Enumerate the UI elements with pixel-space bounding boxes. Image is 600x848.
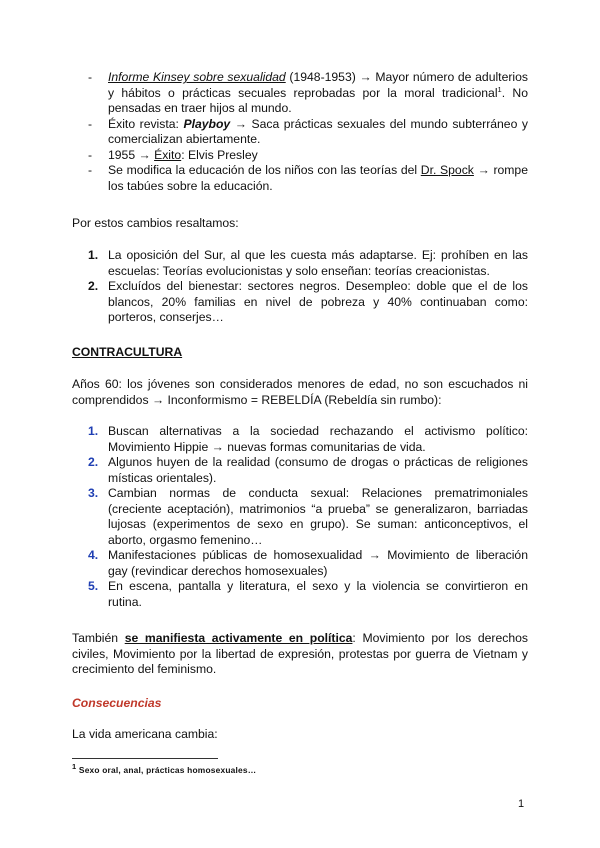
list-item: 2. Algunos huyen de la realidad (consumo de drogas o prácticas de religiones místicas orientales).: [88, 455, 528, 485]
dash-marker: -: [88, 70, 93, 84]
list-item: 1. La oposición del Sur, al que les cuesta más adaptarse. Ej: prohíben en las escuelas: Teorías evolucionistas y solo enseñan: teorías creacionistas.: [88, 248, 528, 278]
list-item: - Éxito revista: Playboy → Saca prácticas sexuales del mundo subterráneo y comercializan abiertamente.: [88, 116, 528, 146]
list-item: 2. Excluídos del bienestar: sectores negros. Desempleo: doble que el de los blancos, 20% familias en nivel de pobreza y 40% continuaban como: porteros, conserjes…: [88, 279, 528, 324]
changes-list: [88, 248, 528, 326]
consequences-title: Consecuencias: [72, 696, 162, 710]
contracultura-list: [88, 424, 528, 610]
list-item: 5. En escena, pantalla y literatura, el sexo y la violencia se convirtieron en rutina.: [88, 579, 528, 609]
exito-term: Éxito: [154, 147, 182, 162]
footnote-separator: [72, 758, 218, 759]
politics-emphasis: se manifiesta activamente en política: [124, 631, 353, 645]
footnote-ref: 1: [497, 84, 502, 94]
footnote: $^1$ Sexo oral, anal, prácticas homosexuales…: [72, 762, 257, 775]
list-item: 4. Manifestaciones públicas de homosexualidad → Movimiento de liberación gay (revindicar derechos homosexuales): [88, 548, 528, 578]
list-item: - Se modifica la educación de los niños con las teorías del Dr. Spock → rompe los tabúes sobre la educación.: [88, 163, 528, 193]
dash-marker: -: [88, 147, 93, 162]
dash-marker: -: [88, 116, 93, 131]
kinsey-report-title: Informe Kinsey sobre sexualidad: [108, 70, 286, 84]
changes-intro: Por estos cambios resaltamos:: [72, 216, 239, 230]
playboy-term: Playboy: [183, 116, 231, 131]
section-title: CONTRACULTURA: [72, 345, 183, 359]
list-item: - 1955 → Éxito: Elvis Presley: [88, 147, 258, 162]
dash-marker: -: [88, 163, 93, 177]
list-item: 1. Buscan alternativas a la sociedad rechazando el activismo político: Movimiento Hippie → nuevas formas comunitarias de vida.: [88, 424, 528, 454]
consequences-intro: La vida americana cambia:: [72, 727, 218, 741]
politics-paragraph: También se manifiesta activamente en política: Movimiento por los derechos civiles, Movimiento por la libertad de expresión, protestas por guerra de Vietnam y crecimiento del feminismo.: [72, 631, 528, 676]
section-intro: Años 60: los jóvenes son considerados menores de edad, no son escuchados ni comprendidos → Inconformismo = REBELDÍA (Rebeldía sin rumbo):: [72, 377, 528, 407]
bullet-list: [88, 70, 528, 194]
dr-spock-term: Dr. Spock: [420, 163, 474, 177]
page-number: 1: [518, 798, 525, 810]
list-item: 3. Cambian normas de conducta sexual: Relaciones prematrimoniales (creciente aceptación), matrimonios “a prueba” se generalizaron, barriadas lujosas (experimentos de sexo en grupo). Se suman: anticonceptivos, el aborto, orgasmo femenino…: [88, 486, 528, 547]
list-item: - Informe Kinsey sobre sexualidad (1948-1953) → Mayor número de adulterios y hábitos o prácticas secuales reprobadas por la moral tradicional$^1$. No pensadas en traer hijos al mundo.: [88, 70, 528, 115]
